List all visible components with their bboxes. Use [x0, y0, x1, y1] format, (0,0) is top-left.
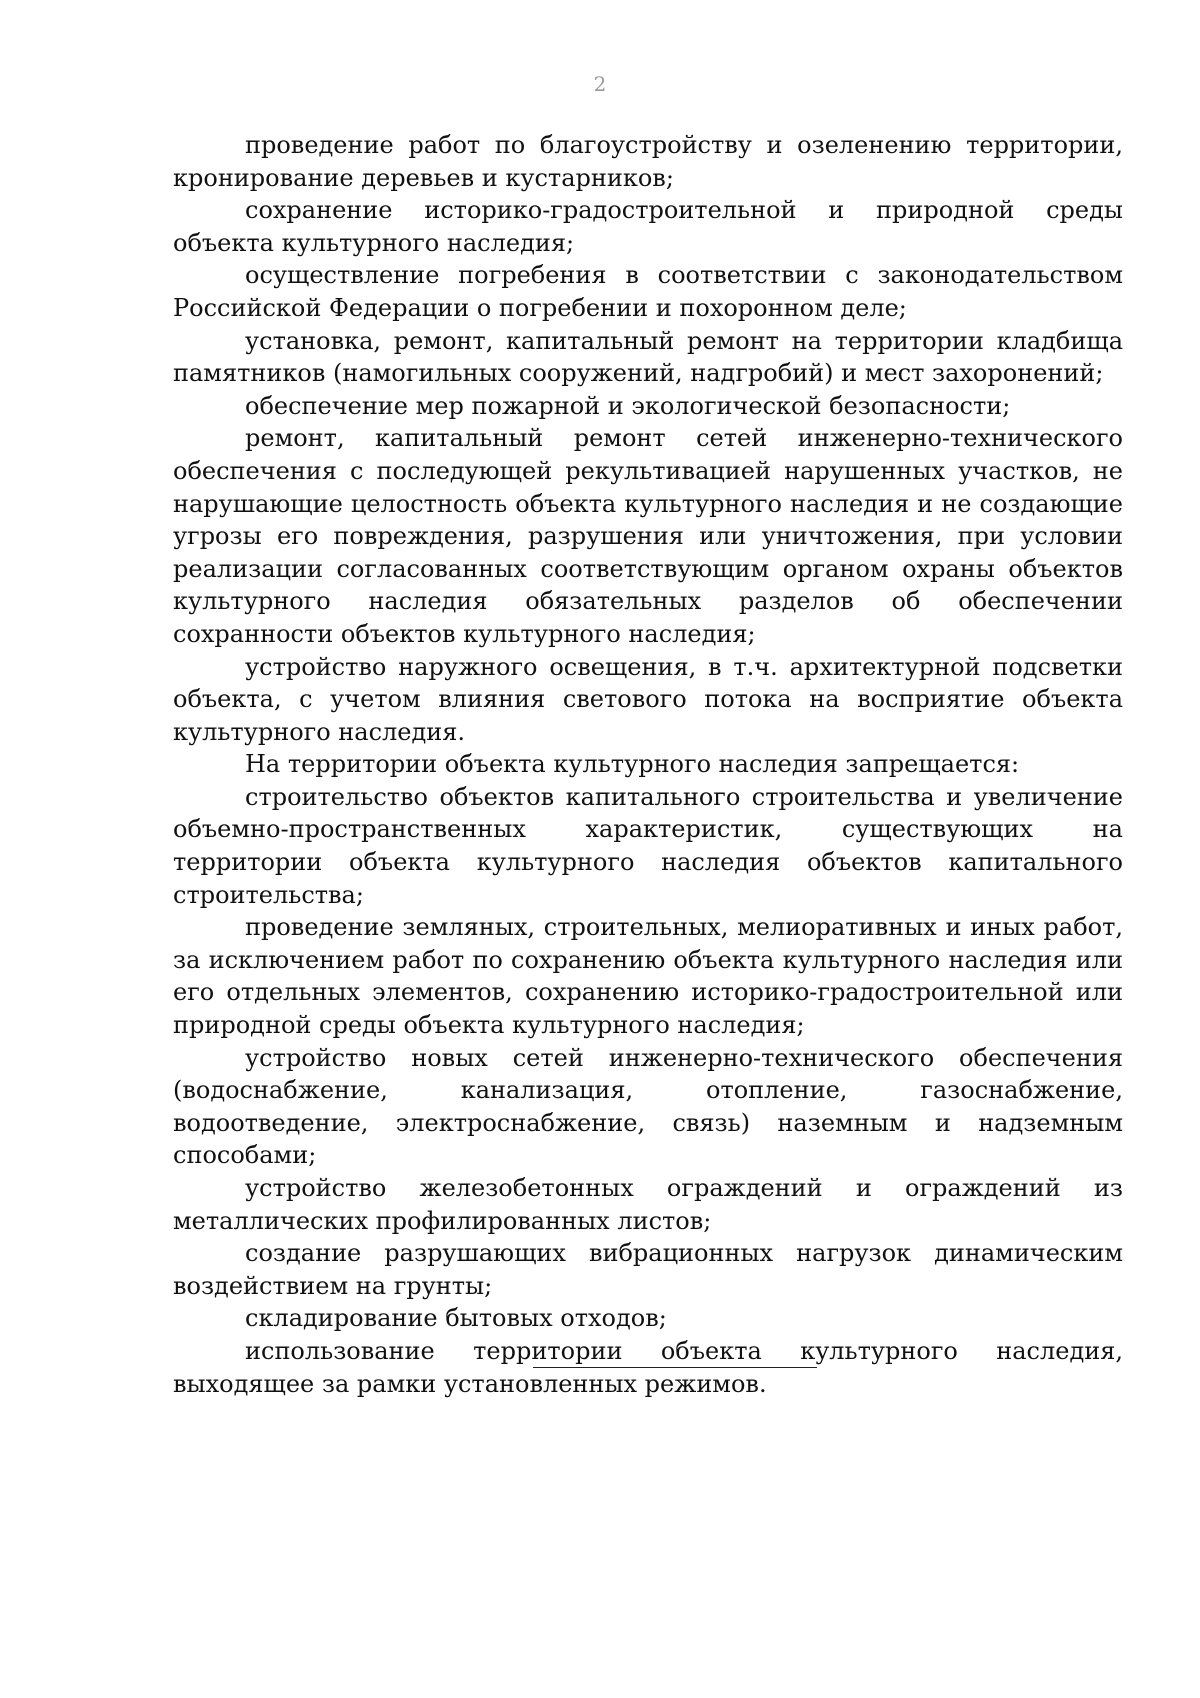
paragraph-landscaping: проведение работ по благоустройству и озеленению территории, кронирование деревьев и кустарников; [173, 131, 1123, 192]
paragraph-monuments-installation: установка, ремонт, капитальный ремонт на территории кладбища памятников (намогильных сооружений, надгробий) и мест захоронений; [173, 326, 1123, 388]
paragraph-new-networks: устройство новых сетей инженерно-технического обеспечения (водоснабжение, канализация, отопление, газоснабжение, водоотведение, электроснабжение, связь) наземным и надземным способами; [173, 1043, 1123, 1170]
paragraph-vibration-loads: создание разрушающих вибрационных нагрузок динамическим воздействием на грунты; [173, 1239, 1123, 1300]
paragraph-waste-storage: складирование бытовых отходов; [245, 1304, 667, 1333]
paragraph-fire-safety: обеспечение мер пожарной и экологической безопасности; [245, 391, 1011, 420]
paragraph-prohibitions-heading: На территории объекта культурного наследия запрещается: [245, 750, 1020, 779]
paragraph-earthworks: проведение земляных, строительных, мелиоративных и иных работ, за исключением работ по сохранению объекта культурного наследия или его отдельных элементов, сохранению историко-градостроительной или природной среды объекта культурного наследия; [173, 913, 1123, 1040]
paragraph-capital-construction: строительство объектов капитального строительства и увеличение объемно-пространственных характеристик, существующих на территории объекта культурного наследия объектов капитального строительства; [173, 782, 1123, 909]
page-number: 2 [593, 72, 607, 96]
document-body [173, 129, 1123, 1400]
paragraph-territory-use: использование территории объекта культурного наследия, выходящее за рамки установленных режимов. [173, 1336, 1123, 1398]
paragraph-outdoor-lighting: устройство наружного освещения, в т.ч. архитектурной подсветки объекта, с учетом влияния светового потока на восприятие объекта культурного наследия. [173, 652, 1123, 746]
paragraph-engineering-repair: ремонт, капитальный ремонт сетей инженерно-технического обеспечения с последующей рекультивацией нарушенных участков, не нарушающие целостность объекта культурного наследия и не создающие угрозы его повреждения, разрушения или уничтожения, при условии реализации согласованных соответствующим органом охраны объектов культурного наследия обязательных разделов об обеспечении сохранности объектов культурного наследия; [173, 424, 1123, 648]
paragraph-burial: осуществление погребения в соответствии с законодательством Российской Федерации о погребении и похоронном деле; [173, 261, 1123, 322]
end-separator-line [533, 1367, 817, 1368]
paragraph-fences: устройство железобетонных ограждений и ограждений из металлических профилированных листов; [173, 1174, 1123, 1235]
paragraph-environment-preservation: сохранение историко-градостроительной и природной среды объекта культурного наследия; [173, 196, 1123, 257]
